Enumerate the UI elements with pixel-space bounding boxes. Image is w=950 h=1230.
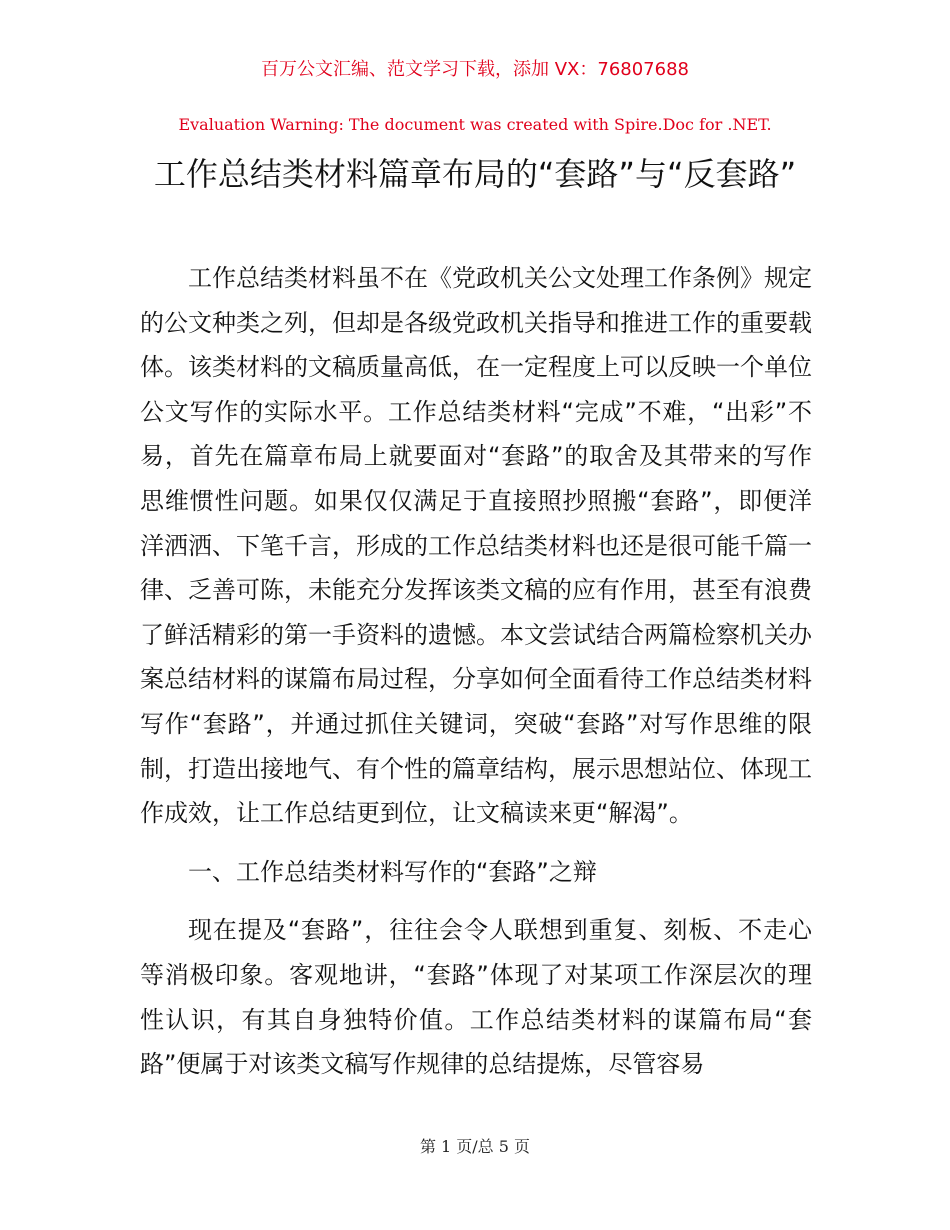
document-body bbox=[140, 256, 812, 1087]
body-paragraph: 现在提及“套路”，往往会令人联想到重复、刻板、不走心等消极印象。客观地讲，“套路”体现了对某项工作深层次的理性认识，有其自身独特价值。工作总结类材料的谋篇布局“套路”便属于对该类文稿写作规律的总结提炼，尽管容易 bbox=[140, 916, 812, 1079]
intro-paragraph: 工作总结类材料虽不在《党政机关公文处理工作条例》规定的公文种类之列，但却是各级党政机关指导和推进工作的重要载体。该类材料的文稿质量高低，在一定程度上可以反映一个单位公文写作的实际水平。工作总结类材料“完成”不难，“出彩”不易，首先在篇章布局上就要面对“套路”的取舍及其带来的写作思维惯性问题。如果仅仅满足于直接照抄照搬“套路”，即便洋洋洒洒、下笔千言，形成的工作总结类材料也还是很可能千篇一律、乏善可陈，未能充分发挥该类文稿的应有作用，甚至有浪费了鲜活精彩的第一手资料的遗憾。本文尝试结合两篇检察机关办案总结材料的谋篇布局过程，分享如何全面看待工作总结类材料写作“套路”，并通过抓住关键词，突破“套路”对写作思维的限制，打造出接地气、有个性的篇章结构，展示思想站位、体现工作成效，让工作总结更到位，让文稿读来更“解渴”。 bbox=[140, 264, 812, 828]
section-heading: 一、工作总结类材料写作的“套路”之辩 bbox=[188, 857, 597, 886]
page-number: 第 1 页/总 5 页 bbox=[419, 1137, 531, 1156]
evaluation-warning: Evaluation Warning: The document was created with Spire.Doc for .NET. bbox=[178, 115, 772, 134]
header-banner: 百万公文汇编、范文学习下载，添加 VX：76807688 bbox=[261, 59, 689, 80]
document-title: 工作总结类材料篇章布局的“套路”与“反套路” bbox=[153, 155, 797, 193]
